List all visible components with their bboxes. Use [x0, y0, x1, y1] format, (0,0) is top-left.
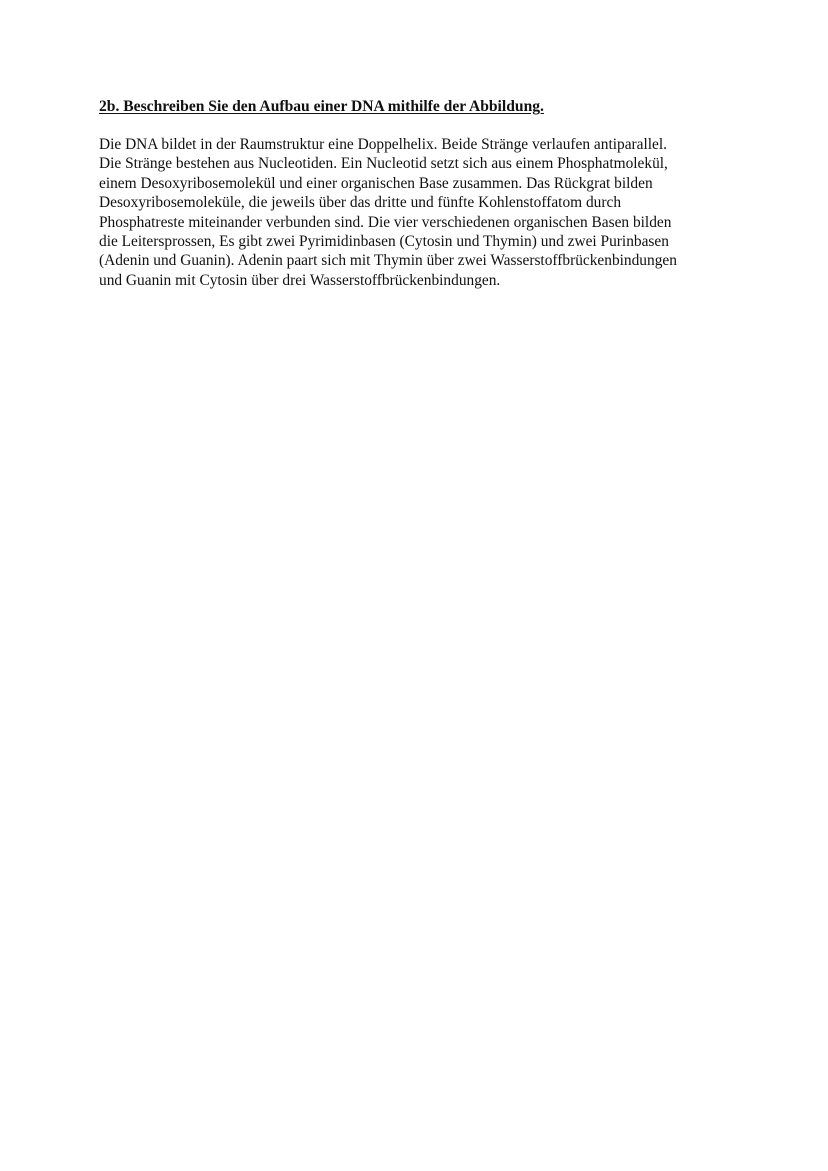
paragraph-line: Desoxyribosemoleküle, die jeweils über das dritte und fünfte Kohlenstoffatom durch — [99, 194, 622, 212]
paragraph-line: einem Desoxyribosemolekül und einer organischen Base zusammen. Das Rückgrat bilden — [99, 174, 653, 192]
paragraph-line: und Guanin mit Cytosin über drei Wasserstoffbrückenbindungen. — [99, 271, 501, 289]
answer-paragraph — [99, 135, 759, 290]
paragraph-line: (Adenin und Guanin). Adenin paart sich mit Thymin über zwei Wasserstoffbrückenbindungen — [99, 252, 677, 270]
paragraph-line: die Leitersprossen, Es gibt zwei Pyrimidinbasen (Cytosin und Thymin) und zwei Purinbasen — [99, 233, 669, 251]
paragraph-line: Phosphatreste miteinander verbunden sind. Die vier verschiedenen organischen Basen bilden — [99, 213, 672, 231]
task-heading: 2b. Beschreiben Sie den Aufbau einer DNA mithilfe der Abbildung. — [99, 98, 544, 115]
paragraph-line: Die DNA bildet in der Raumstruktur eine Doppelhelix. Beide Stränge verlaufen antiparallel. — [99, 136, 668, 153]
paragraph-line: Die Stränge bestehen aus Nucleotiden. Ein Nucleotid setzt sich aus einem Phosphatmolekül, — [99, 155, 668, 173]
